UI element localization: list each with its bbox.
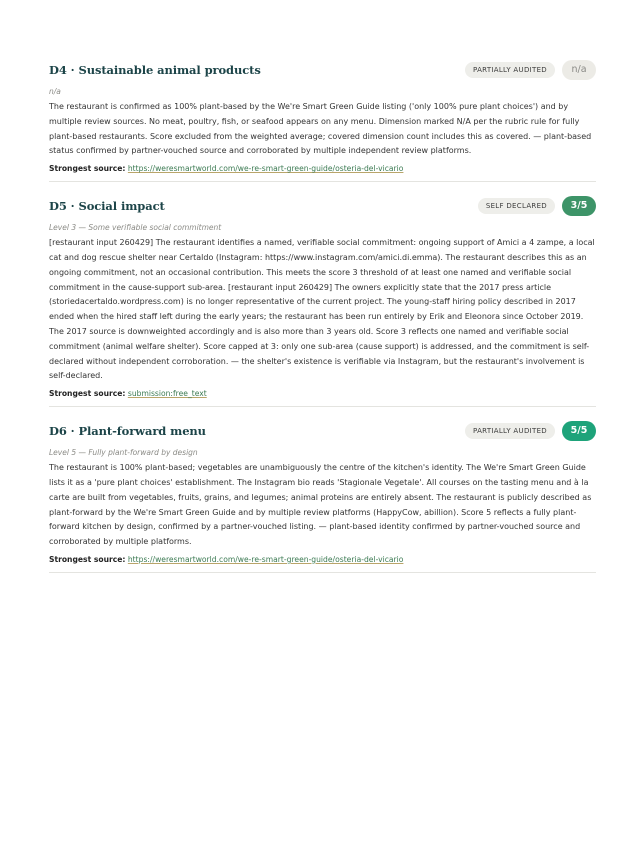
dimension-title: D4 · Sustainable animal products (49, 63, 261, 77)
level-label: n/a (49, 87, 61, 96)
level-label: Level 3 — Some verifiable social commitment (49, 223, 222, 233)
dimension-rationale: The restaurant is 100% plant-based; vegetables are unambiguously the centre of the kitchen's identity. The We're Smart Green Guide lists it as a 'pure plant choices' establishment. The Instagram bio reads 'Stagionale Vegetale'. All courses on the tasting menu and à la carte are built from vegetables, fruits, grains, and legumes; animal proteins are entirely absent. The restaurant is publicly described as plant-forward by the We're Smart Green Guide and by multiple review platforms (HappyCow, abillion). Score 5 reflects a fully plant-forward kitchen by design, confirmed by a partner-vouched listing. — plant-based identity confirmed by partner-vouched source and corroborated by multiple platforms. (49, 463, 592, 547)
source-link[interactable]: submission:free_text (127, 389, 207, 399)
verification-badge: PARTIALLY AUDITED (465, 62, 555, 78)
dimension-badges (465, 421, 596, 441)
dimension-header (49, 58, 596, 82)
dimension-card-d4 (49, 58, 596, 182)
strongest-source (49, 555, 596, 564)
score-badge: 5/5 (562, 421, 596, 441)
dimension-badges (465, 60, 596, 80)
dimension-card-d5 (49, 194, 596, 407)
verification-badge: SELF DECLARED (478, 198, 555, 214)
strongest-source (49, 164, 596, 173)
verification-badge: PARTIALLY AUDITED (465, 423, 555, 439)
dimension-badges (478, 196, 596, 216)
source-label: Strongest source: (49, 389, 126, 399)
source-label: Strongest source: (49, 164, 126, 174)
dimension-rationale: The restaurant is confirmed as 100% plant-based by the We're Smart Green Guide listing ('only 100% pure plant choices') and by multiple review sources. No meat, poultry, fish, or seafood appears on any menu. Dimension marked N/A per the rubric rule for fully plant-based restaurants. Score excluded from the weighted average; covered dimension count includes this as covered. — plant-based status confirmed by partner-vouched source and corroborated by multiple independent review platforms. (49, 102, 592, 156)
score-badge: 3/5 (562, 196, 596, 216)
dimension-title: D6 · Plant-forward menu (49, 424, 206, 439)
source-label: Strongest source: (49, 554, 126, 564)
dimension-card-d6 (49, 419, 596, 573)
source-link[interactable]: https://weresmartworld.com/we-re-smart-green-guide/osteria-del-vicario (127, 554, 404, 564)
source-link[interactable]: https://weresmartworld.com/we-re-smart-green-guide/osteria-del-vicario (127, 164, 404, 174)
score-badge: n/a (562, 60, 596, 80)
strongest-source (49, 389, 596, 398)
dimension-title: D5 · Social impact (49, 199, 165, 214)
dimension-header (49, 194, 596, 218)
dimension-rationale: [restaurant input 260429] The restaurant identifies a named, verifiable social commitment: ongoing support of Amici a 4 zampe, a local cat and dog rescue shelter near Certaldo (Instagram: https://www.instagram.com/amici.di.emma). The restaurant describes this as an ongoing commitment, not an occasional contribution. This meets the score 3 threshold of at least one named and verifiable social commitment in the cause-support sub-area. [restaurant input 260429] The owners explicitly state that the 2017 press article (storiedacertaldo.wordpress.com) is no longer representative of the current project. The young-staff hiring policy described in 2017 ended when the hired staff left during the early years; the restaurant has been run entirely by Erik and Eleonora since October 2019. The 2017 source is downweighted accordingly and is also more than 3 years old. Score 3 reflects one named and verifiable social commitment (animal welfare shelter). Score capped at 3: only one sub-area (cause support) is addressed, and the commitment is self-declared without independent corroboration. — the shelter's existence is verifiable via Instagram, but the restaurant's involvement is self-declared. (49, 238, 595, 381)
level-label: Level 5 — Fully plant-forward by design (49, 448, 198, 458)
dimension-header (49, 419, 596, 443)
